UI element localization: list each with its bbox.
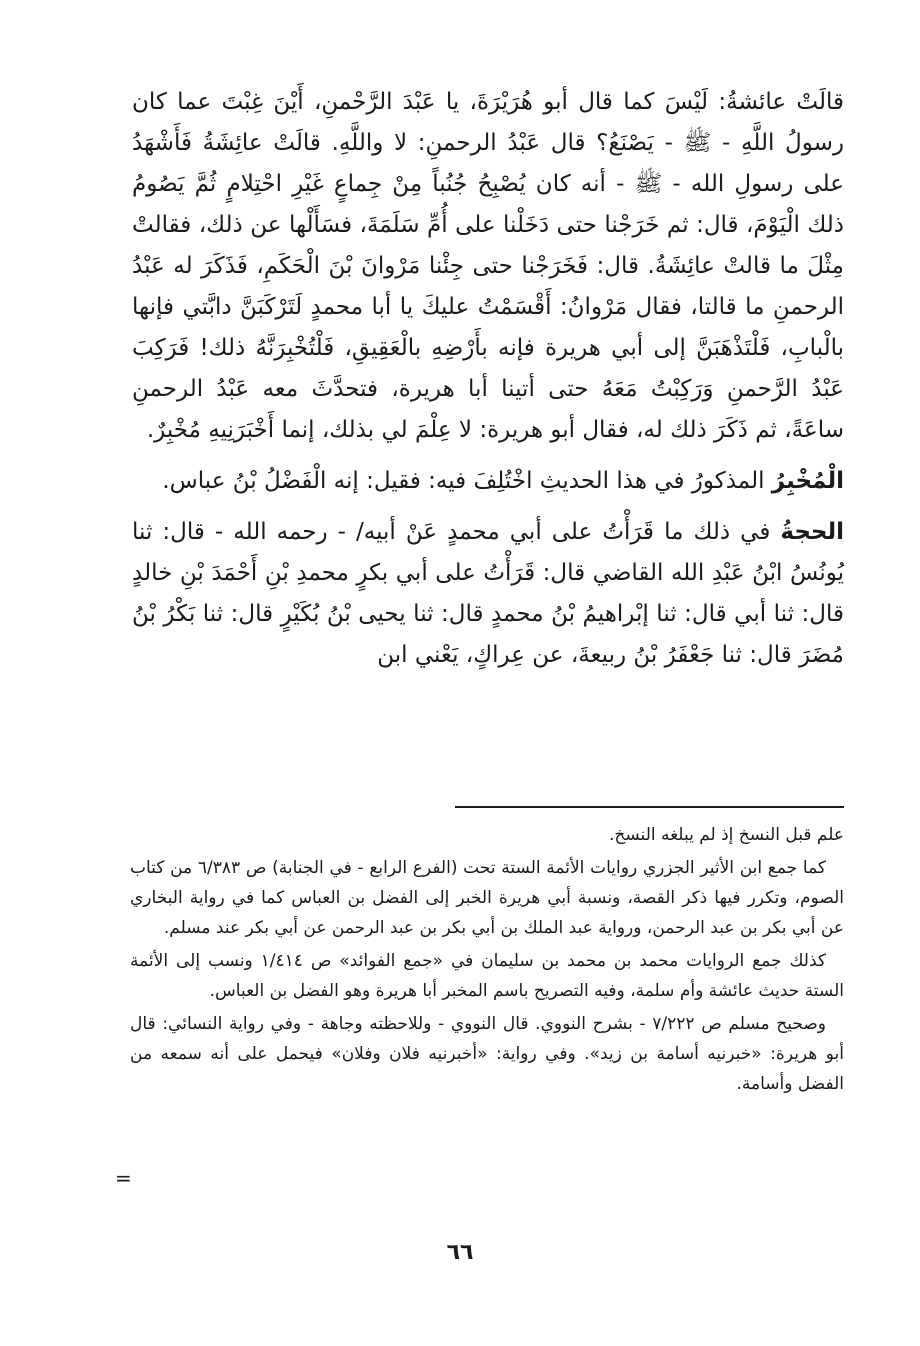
evidence-heading: الحجةُ <box>780 519 844 545</box>
hadith-paragraph: قالَتْ عائشةُ: لَيْسَ كما قال أبو هُرَيْرَةَ، يا عَبْدَ الرَّحْمنِ، أَيْنَ غِبْتَ عما كان رسولُ اللَّهِ - ﷺ - يَصْنَعُ؟ قال عَبْدُ الرحمنِ: لا واللَّهِ. قالَتْ عائِشَةُ فَأَشْهَدُ على رسولِ الله - ﷺ - أنه كان يُصْبِحُ جُنُباً مِنْ جِماعٍ غَيْرِ احْتِلامٍ ثُمَّ يَصُومُ ذلك الْيَوْمَ، قال: ثم خَرَجْنا حتى دَخَلْنا على أُمِّ سَلَمَةَ، فسَأَلْها عن ذلك، فقالتْ مِثْلَ ما قالتْ عائِشَةُ. قال: فَخَرَجْنا حتى جِئْنا مَرْوانَ بْنَ الْحَكَمِ، فَذَكَرَ له عَبْدُ الرحمنِ ما قالتا، فقال مَرْوانُ: أَقْسَمْتُ عليكَ يا أبا محمدٍ لَتَرْكَبَنَّ دابَّتي فإنها بالْبابِ، فَلْتَذْهَبَنَّ إلى أبي هريرة فإنه بأَرْضِهِ بالْعَقِيقِ، فَلْتُخْبِرَنَّهُ ذلك! فَرَكِبَ عَبْدُ الرَّحمنِ وَرَكِبْتُ مَعَهُ حتى أتينا أبا هريرة، فتحدَّثَ معه عَبْدُ الرحمنِ ساعَةً، ثم ذَكَرَ ذلك له، فقال أبو هريرة: لا عِلْمَ لي بذلك، إنما أَخْبَرَنِيهِ مُخْبِرٌ. <box>132 89 844 443</box>
footnote-3: كذلك جمع الروايات محمد بن محمد بن سليمان في «جمع الفوائد» ص ١/٤١٤ ونسب إلى الأئمة الستة حديث عائشة وأم سلمة، وفيه التصريح باسم المخبر أبا هريرة وهو الفضل بن العباس. <box>130 951 844 1001</box>
footnote-divider <box>455 806 844 808</box>
footnote-1: علم قبل النسخ إذ لم يبلغه النسخ. <box>609 825 844 845</box>
evidence-text: في ذلك ما قَرَأْتُ على أبي محمدٍ عَنْ أبيه/ - رحمه الله - قال: ثنا يُونُسُ ابْنُ عَبْدِ الله القاضي قال: قَرَأْتُ على أبي بكرٍ محمدِ بْنِ أَحْمَدَ بْنِ خالدٍ قال: ثنا أبي قال: ثنا إبْراهيمُ بْنُ محمدٍ قال: ثنا يحيى بْنُ بُكَيْرٍ قال: ثنا بَكْرُ بْنُ مُضَرَ قال: ثنا جَعْفَرُ بْنُ ربيعةَ، عن عِراكٍ، يَعْني ابن <box>132 519 844 668</box>
footnote-4: وصحيح مسلم ص ٧/٢٢٢ - بشرح النووي. قال النووي - وللاحظته وجاهة - وفي رواية النسائي: قال أبو هريرة: «خبرنيه أسامة بن زيد». وفي رواية: «أخبرنيه فلان وفلان» فيحمل على أنه سمعه من الفضل وأسامة. <box>130 1014 844 1094</box>
page-number: ٦٦ <box>446 1240 474 1265</box>
informant-text: المذكورُ في هذا الحديثِ اخْتُلِفَ فيه: فقيل: إنه الْفَضْلُ بْنُ عباس. <box>162 468 772 494</box>
informant-heading: الْمُخْبِرُ <box>771 468 844 494</box>
continuation-mark: = <box>115 1166 132 1190</box>
footnotes <box>130 820 844 1102</box>
main-text <box>132 82 844 676</box>
informant-paragraph <box>132 461 844 502</box>
footnote-2: كما جمع ابن الأثير الجزري روايات الأئمة الستة تحت (الفرع الرابع - في الجنابة) ص ٦/٣٨٣ من كتاب الصوم، وتكرر فيها ذكر القصة، ونسبة أبي هريرة الخبر إلى الفضل بن العباس كما في رواية البخاري عن أبي بكر بن عبد الرحمن، ورواية عبد الملك بن أبي بكر بن عبد الرحمن عن أبي بكر عند مسلم. <box>130 858 844 938</box>
evidence-paragraph <box>132 512 844 676</box>
